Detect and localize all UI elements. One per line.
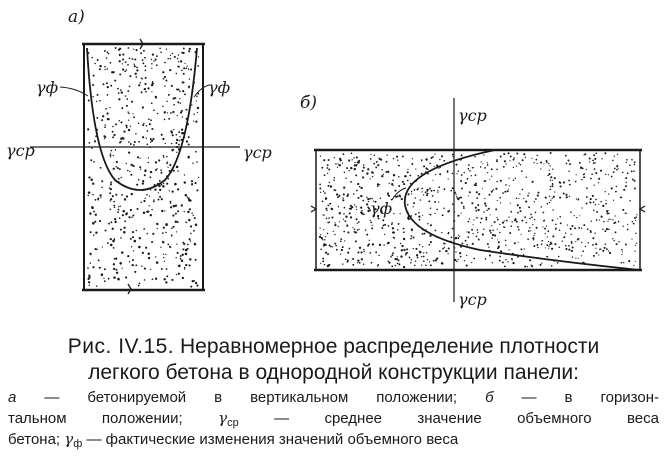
legend-b-cont: тальном положении; bbox=[8, 410, 183, 427]
figure-a-label: а) bbox=[68, 7, 85, 27]
caption-title-line2 bbox=[8, 360, 659, 385]
legend-f-text: — фактические изменения значений объемного веса bbox=[86, 431, 459, 448]
caption-title-line1 bbox=[8, 334, 659, 359]
figure-a-gamma-sr-left: γср bbox=[6, 141, 35, 160]
subscript-f: ф bbox=[73, 438, 83, 450]
subscript-sr: ср bbox=[227, 417, 239, 429]
figure-a-gamma-f-right: γф bbox=[208, 78, 231, 97]
figure-b-leader bbox=[392, 188, 406, 200]
figure-b-gamma-sr-bottom: γср bbox=[458, 290, 487, 309]
caption-legend-line3 bbox=[8, 429, 659, 454]
legend-a-letter: а bbox=[8, 389, 17, 406]
figure-b-label: б) bbox=[300, 93, 318, 113]
legend-a-text: — бетонируемой в вертикальном положении; bbox=[44, 389, 458, 406]
figure-b-gamma-f: γф bbox=[370, 199, 393, 218]
figure-a bbox=[6, 7, 272, 294]
figure-b-gamma-sr-top: γср bbox=[458, 106, 487, 125]
figure-a-density-curve bbox=[87, 48, 197, 190]
caption-title-text-2: легкого бетона в однородной конструкции панели: bbox=[88, 361, 579, 384]
figure-b bbox=[300, 93, 645, 309]
legend-b-text: — в горизон- bbox=[521, 389, 660, 406]
gamma-symbol: γ bbox=[64, 430, 74, 448]
gamma-symbol: γ bbox=[218, 409, 228, 427]
legend-sr-text: — среднее значение объемного веса bbox=[274, 410, 659, 427]
figure-b-concrete-dots bbox=[319, 152, 638, 268]
legend-b-letter: б bbox=[485, 389, 494, 406]
legend-line4-a: бетона; bbox=[8, 431, 61, 448]
figure-a-concrete-dots bbox=[87, 47, 199, 288]
caption-title-text-1: Неравномерное распределение плотности bbox=[180, 335, 600, 358]
legend-gamma-sr bbox=[218, 410, 239, 427]
caption-legend-line1 bbox=[8, 388, 659, 408]
legend-gamma-f bbox=[64, 431, 82, 448]
caption-figure-number: Рис. IV.15. bbox=[67, 335, 175, 358]
figure-a-gamma-sr-right: γср bbox=[243, 143, 272, 162]
figure-a-gamma-f-left: γф bbox=[36, 78, 59, 97]
